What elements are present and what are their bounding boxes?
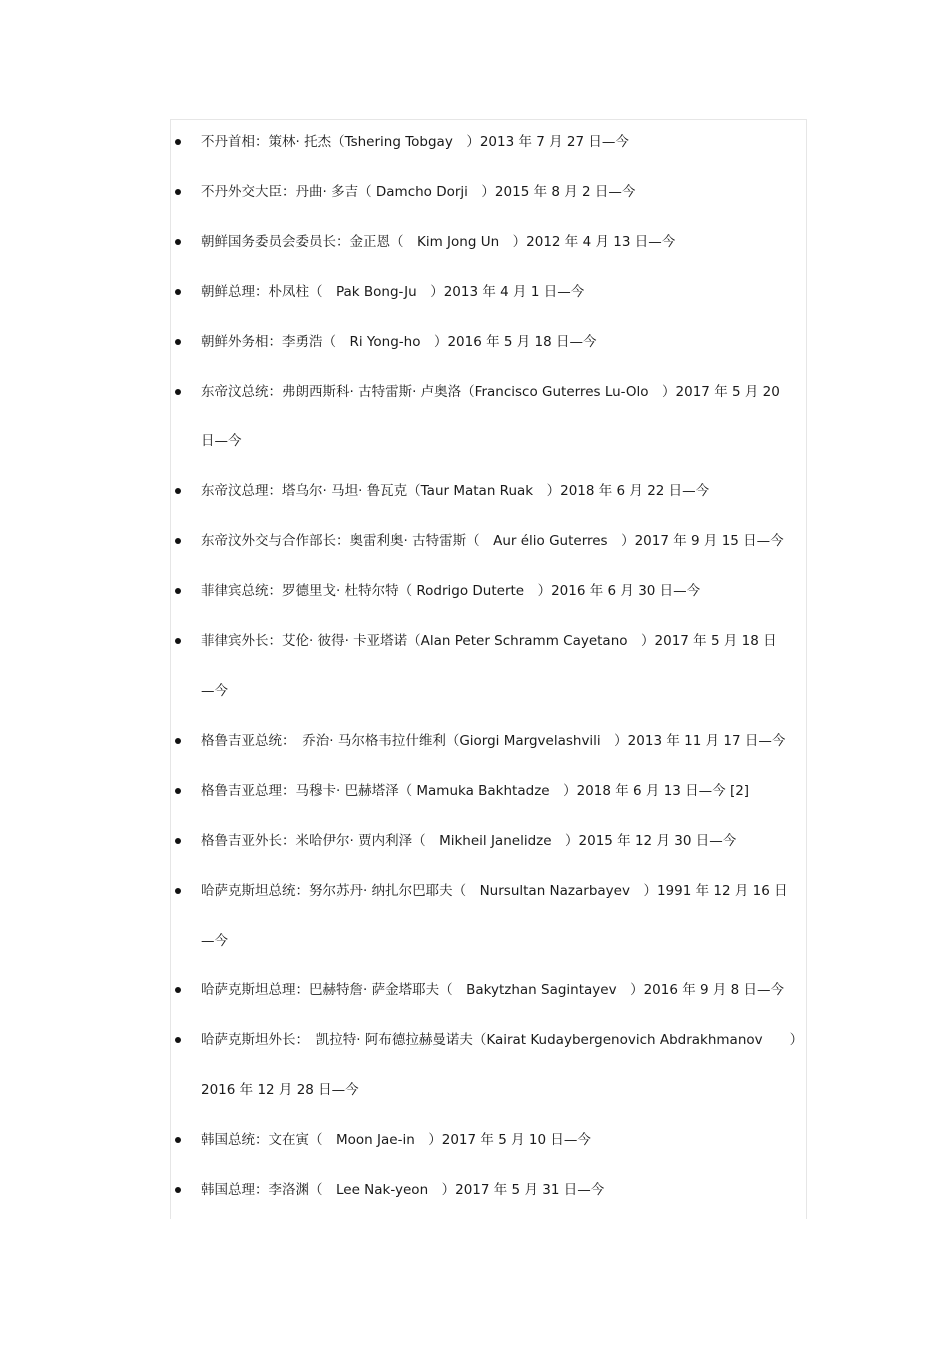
list-item-text-continuation: 2016 年 12 月 28 日—今 <box>201 1082 359 1099</box>
bullet-icon <box>175 738 181 744</box>
list-item-text-continuation: 日—今 <box>201 433 242 450</box>
list-item <box>170 1116 810 1166</box>
bullet-icon <box>175 838 181 844</box>
leader-list <box>170 118 810 1216</box>
list-item <box>170 817 810 867</box>
bullet-icon <box>175 239 181 245</box>
list-item <box>170 168 810 218</box>
list-item-text: 哈萨克斯坦总理：巴赫特詹· 萨金塔耶夫（ Bakytzhan Sagintayev ）2016 年 9 月 8 日—今 <box>201 982 785 999</box>
list-item <box>170 368 810 468</box>
list-item-text: 菲律宾总统：罗德里戈· 杜特尔特（ Rodrigo Duterte ）2016 年 6 月 30 日—今 <box>201 583 701 600</box>
list-item-text: 朝鲜外务相：李勇浩（ Ri Yong-ho ）2016 年 5 月 18 日—今 <box>201 333 597 350</box>
bullet-icon <box>175 139 181 145</box>
bullet-icon <box>175 638 181 644</box>
list-item-text: 朝鲜总理：朴凤柱（ Pak Bong-Ju ）2013 年 4 月 1 日—今 <box>201 283 585 300</box>
bullet-icon <box>175 488 181 494</box>
list-item <box>170 717 810 767</box>
list-item <box>170 467 810 517</box>
list-item-text: 东帝汶总统：弗朗西斯科· 古特雷斯· 卢奥洛（Francisco Guterres Lu-Olo ）2017 年 5 月 20 <box>201 383 780 400</box>
list-item <box>170 517 810 567</box>
list-item-text: 菲律宾外长：艾伦· 彼得· 卡亚塔诺（Alan Peter Schramm Cayetano ）2017 年 5 月 18 日 <box>201 633 777 650</box>
list-item-text: 格鲁吉亚总理：马穆卡· 巴赫塔泽（ Mamuka Bakhtadze ）2018 年 6 月 13 日—今 [2] <box>201 782 750 799</box>
list-item-text: 韩国总统：文在寅（ Moon Jae-in ）2017 年 5 月 10 日—今 <box>201 1132 591 1149</box>
list-item <box>170 1166 810 1216</box>
bullet-icon <box>175 788 181 794</box>
bullet-icon <box>175 538 181 544</box>
list-item-text: 哈萨克斯坦总统：努尔苏丹· 纳扎尔巴耶夫（ Nursultan Nazarbayev ）1991 年 12 月 16 日 <box>201 882 788 899</box>
list-item <box>170 1016 810 1116</box>
bullet-icon <box>175 588 181 594</box>
bullet-icon <box>175 1187 181 1193</box>
list-item-text: 哈萨克斯坦外长： 凯拉特· 阿布德拉赫曼诺夫（Kairat Kudaybergenovich Abdrakhmanov ） <box>201 1032 804 1049</box>
list-item <box>170 767 810 817</box>
list-item <box>170 268 810 318</box>
bullet-icon <box>175 339 181 345</box>
list-item-text: 不丹外交大臣：丹曲· 多吉（ Damcho Dorji ）2015 年 8 月 2 日—今 <box>201 183 636 200</box>
list-item-text: 不丹首相：策林· 托杰（Tshering Tobgay ）2013 年 7 月 27 日—今 <box>201 134 629 150</box>
list-item <box>170 318 810 368</box>
bullet-icon <box>175 1037 181 1043</box>
list-item <box>170 966 810 1016</box>
list-item-text: 格鲁吉亚总统： 乔治· 马尔格韦拉什维利（Giorgi Margvelashvili ）2013 年 11 月 17 日—今 <box>201 732 786 749</box>
bullet-icon <box>175 389 181 395</box>
list-item <box>170 867 810 967</box>
list-item <box>170 218 810 268</box>
bullet-icon <box>175 987 181 993</box>
list-item <box>170 617 810 717</box>
list-item <box>170 118 810 168</box>
list-item-text: 东帝汶总理：塔乌尔· 马坦· 鲁瓦克（Taur Matan Ruak ）2018 年 6 月 22 日—今 <box>201 483 710 500</box>
list-item <box>170 567 810 617</box>
list-item-text-continuation: —今 <box>201 932 228 949</box>
list-item-text: 韩国总理：李洛渊（ Lee Nak-yeon ）2017 年 5 月 31 日—今 <box>201 1182 605 1199</box>
bullet-icon <box>175 289 181 295</box>
bullet-icon <box>175 189 181 195</box>
list-item-text: 东帝汶外交与合作部长：奥雷利奥· 古特雷斯（ Aur élio Guterres ）2017 年 9 月 15 日—今 <box>201 533 784 550</box>
bullet-icon <box>175 1137 181 1143</box>
list-item-text-continuation: —今 <box>201 682 228 699</box>
list-item-text: 朝鲜国务委员会委员长：金正恩（ Kim Jong Un ）2012 年 4 月 13 日—今 <box>201 233 676 250</box>
bullet-icon <box>175 888 181 894</box>
list-item-text: 格鲁吉亚外长：米哈伊尔· 贾内利泽（ Mikheil Janelidze ）2015 年 12 月 30 日—今 <box>201 832 737 849</box>
